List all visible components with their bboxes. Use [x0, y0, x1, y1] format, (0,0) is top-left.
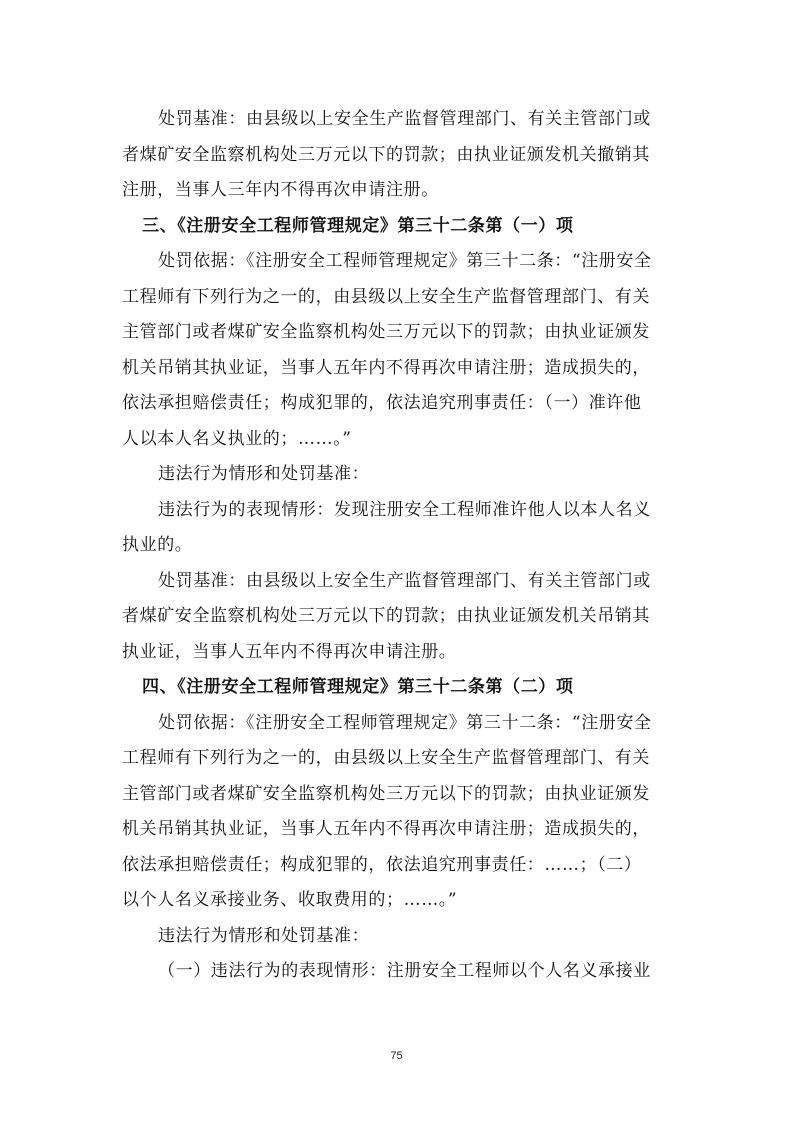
paragraph-line: 依法承担赔偿责任；构成犯罪的，依法追究刑事责任：……；（二） [122, 854, 642, 875]
paragraph-line: 机关吊销其执业证，当事人五年内不得再次申请注册；造成损失的， [122, 357, 650, 378]
section-heading-3: 三、《注册安全工程师管理规定》第三十二条第（一）项 [142, 215, 574, 236]
paragraph-line: 违法行为情形和处罚基准： [158, 464, 370, 484]
paragraph-line: 执业证，当事人五年内不得再次申请注册。 [122, 641, 457, 662]
paragraph-line: 处罚基准：由县级以上安全生产监督管理部门、有关主管部门或 [158, 109, 651, 129]
paragraph-line: 处罚依据：《注册安全工程师管理规定》第三十二条：“注册安全 [158, 251, 652, 271]
paragraph-line: 主管部门或者煤矿安全监察机构处三万元以下的罚款；由执业证颁发 [122, 322, 650, 342]
paragraph-line: 处罚依据：《注册安全工程师管理规定》第三十二条：“注册安全 [158, 712, 652, 733]
paragraph-line: 主管部门或者煤矿安全监察机构处三万元以下的罚款；由执业证颁发 [122, 783, 650, 804]
document-body [122, 102, 674, 990]
paragraph-line: 处罚基准：由县级以上安全生产监督管理部门、有关主管部门或 [158, 570, 651, 591]
paragraph-line: 注册，当事人三年内不得再次申请注册。 [122, 180, 439, 200]
paragraph-line: 以个人名义承接业务、收取费用的；……。” [122, 890, 458, 910]
paragraph-line: 机关吊销其执业证，当事人五年内不得再次申请注册；造成损失的， [122, 819, 650, 839]
paragraph-line: （一）违法行为的表现情形：注册安全工程师以个人名义承接业 [158, 961, 651, 981]
paragraph-line: 者煤矿安全监察机构处三万元以下的罚款；由执业证颁发机关吊销其 [122, 606, 650, 626]
paragraph-line: 违法行为的表现情形：发现注册安全工程师准许他人以本人名义 [158, 499, 651, 520]
paragraph-line: 人以本人名义执业的；……。” [122, 428, 352, 449]
paragraph-line: 违法行为情形和处罚基准： [158, 925, 370, 946]
paragraph-line: 工程师有下列行为之一的，由县级以上安全生产监督管理部门、有关 [122, 286, 650, 307]
paragraph-line: 依法承担赔偿责任；构成犯罪的，依法追究刑事责任：（一）准许他 [122, 393, 642, 413]
paragraph-line: 者煤矿安全监察机构处三万元以下的罚款；由执业证颁发机关撤销其 [122, 144, 650, 165]
page-number: 75 [390, 1050, 403, 1062]
paragraph-line: 工程师有下列行为之一的，由县级以上安全生产监督管理部门、有关 [122, 748, 650, 768]
paragraph-line: 执业的。 [122, 535, 193, 555]
section-heading-4: 四、《注册安全工程师管理规定》第三十二条第（二）项 [142, 677, 574, 697]
